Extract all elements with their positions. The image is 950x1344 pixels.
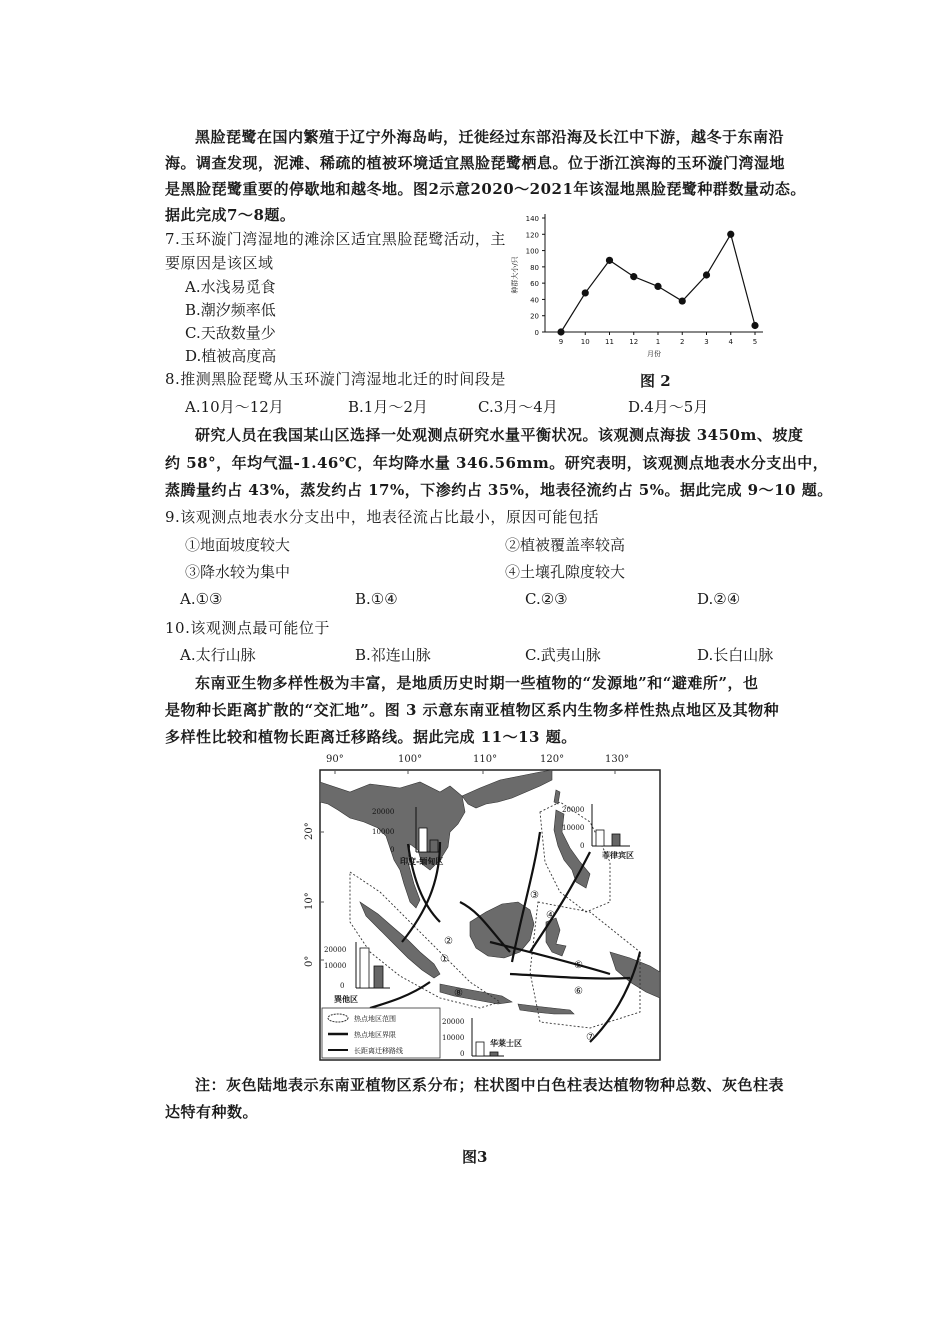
x-tick-label: 9 [558, 338, 564, 346]
q8-option-c[interactable]: C.3月～4月 [478, 398, 558, 416]
q9-option-a[interactable]: A.①③ [180, 590, 223, 608]
legend-hotspot-range: 热点地区范围 [354, 1015, 396, 1023]
intro1-line-1: 黑脸琵鹭在国内繁殖于辽宁外海岛屿，迁徙经过东部沿海及长江中下游，越冬于东南沿 [195, 128, 785, 146]
intro2-line-1: 研究人员在我国某山区选择一处观测点研究水量平衡状况。该观测点海拔 3450m、坡度 [195, 426, 804, 444]
philippines-tick-20000: 20000 [562, 806, 585, 814]
q8-option-a[interactable]: A.10月～12月 [185, 398, 284, 416]
indo-burma-tick-20000: 20000 [372, 808, 395, 816]
population-data-point [751, 322, 758, 329]
q9-item-1: ①地面坡度较大 [185, 536, 291, 554]
q7-option-d[interactable]: D.植被高度高 [185, 347, 277, 365]
q9-item-2: ②植被覆盖率较高 [505, 536, 626, 554]
intro1-line-2: 海。调查发现，泥滩、稀疏的植被环境适宜黑脸琵鹭栖息。位于浙江滨海的玉环漩门湾湿地 [165, 154, 786, 172]
wallacea-tick-20000: 20000 [442, 1018, 465, 1026]
figure-3-note-line-1: 注：灰色陆地表示东南亚植物区系分布；柱状图中白色柱表达植物物种总数、灰色柱表 [195, 1076, 785, 1094]
legend-hotspot-boundary: 热点地区界限 [354, 1031, 396, 1039]
intro2-line-3: 蒸腾量约占 43%，蒸发约占 17%，下渗约占 35%，地表径流约占 5%。据此完成 9～10 题。 [165, 481, 833, 499]
wallacea-tick-10000: 10000 [442, 1034, 465, 1042]
population-data-point [557, 328, 564, 335]
q10-option-b[interactable]: B.祁连山脉 [355, 646, 431, 664]
q10-option-d[interactable]: D.长白山脉 [697, 646, 774, 664]
southeast-asia-map [290, 752, 670, 1062]
indo-burma-tick-0: 0 [390, 846, 395, 854]
q7-stem-1: 7.玉环漩门湾湿地的滩涂区适宜黑脸琵鹭活动，主 [165, 230, 506, 248]
route-label-6: ⑥ [574, 986, 583, 997]
sunda-endemic-bar [374, 966, 383, 988]
philippines-tick-0: 0 [580, 842, 585, 850]
wallacea-endemic-bar [490, 1052, 498, 1056]
q7-option-a[interactable]: A.水浅易觅食 [185, 278, 276, 296]
sunda-tick-20000: 20000 [324, 946, 347, 954]
x-tick-label: 2 [680, 338, 685, 346]
q7-option-c[interactable]: C.天敌数量少 [185, 324, 276, 342]
x-tick-label: 12 [629, 338, 639, 346]
q9-option-c[interactable]: C.②③ [525, 590, 568, 608]
route-label-4: ④ [546, 910, 555, 921]
philippines-endemic-bar [612, 834, 620, 846]
population-data-point [703, 271, 710, 278]
y-tick-label: 20 [530, 312, 539, 321]
indo-burma-label: 印度-缅甸区 [400, 856, 444, 866]
route-label-2: ② [444, 936, 453, 947]
q7-option-b[interactable]: B.潮汐频率低 [185, 301, 276, 319]
y-tick-label: 80 [530, 263, 539, 272]
y-tick-label: 0 [534, 329, 539, 337]
x-axis-label: 月份 [647, 350, 661, 358]
intro3-line-1: 东南亚生物多样性极为丰富，是地质历史时期一些植物的“发源地”和“避难所”，也 [195, 674, 759, 692]
lon-label-100: 100° [398, 754, 423, 765]
y-axis-label: 种群大小/只 [511, 256, 519, 294]
q9-stem: 9.该观测点地表水分支出中，地表径流占比最小，原因可能包括 [165, 508, 599, 526]
lon-label-90: 90° [326, 754, 344, 765]
figure-3-caption: 图3 [462, 1148, 488, 1166]
sunda-tick-0: 0 [340, 982, 345, 990]
route-label-5: ⑤ [574, 960, 583, 971]
route-label-1: ① [440, 954, 449, 965]
intro1-line-3: 是黑脸琵鹭重要的停歇地和越冬地。图2示意2020～2021年该湿地黑脸琵鹭种群数量动态。 [165, 180, 806, 198]
population-data-point [582, 289, 589, 296]
q9-option-b[interactable]: B.①④ [355, 590, 398, 608]
lat-label-10: 10° [304, 892, 315, 910]
population-data-point [727, 231, 734, 238]
x-tick-label: 4 [728, 338, 733, 346]
q8-option-d[interactable]: D.4月～5月 [628, 398, 709, 416]
intro3-line-2: 是物种长距离扩散的“交汇地”。图 3 示意东南亚植物区系内生物多样性热点地区及其物种 [165, 701, 780, 719]
q7-stem-2: 要原因是该区域 [165, 254, 274, 272]
legend-migration-route: 长距离迁移路线 [354, 1047, 403, 1055]
indo-burma-total-bar [419, 828, 427, 852]
y-tick-label: 60 [530, 280, 539, 289]
sunda-tick-10000: 10000 [324, 962, 347, 970]
q10-stem: 10.该观测点最可能位于 [165, 619, 330, 637]
x-tick-label: 11 [605, 338, 614, 346]
figure-3-note-line-2: 达特有种数。 [165, 1103, 259, 1121]
indo-burma-tick-10000: 10000 [372, 828, 395, 836]
population-line-chart [505, 210, 775, 360]
lon-label-110: 110° [473, 754, 498, 765]
wallacea-label: 华莱士区 [490, 1038, 522, 1048]
y-tick-label: 100 [525, 247, 539, 256]
lon-label-130: 130° [605, 754, 630, 765]
population-data-point [606, 257, 613, 264]
lat-label-20: 20° [304, 822, 315, 840]
y-tick-label: 40 [530, 296, 539, 305]
philippines-total-bar [596, 830, 604, 846]
y-tick-label: 140 [525, 215, 539, 223]
route-label-7: ⑦ [586, 1032, 595, 1043]
wallacea-total-bar [476, 1042, 484, 1056]
sunda-total-bar [360, 948, 369, 988]
population-data-point [630, 273, 637, 280]
q8-stem: 8.推测黑脸琵鹭从玉环漩门湾湿地北迁的时间段是 [165, 370, 506, 388]
figure-2-caption: 图 2 [640, 372, 671, 390]
philippines-label: 菲律宾区 [602, 850, 634, 860]
population-data-point [679, 297, 686, 304]
philippines-tick-10000: 10000 [562, 824, 585, 832]
map-legend [322, 1008, 440, 1058]
route-label-8: ⑧ [454, 988, 463, 999]
population-data-point [654, 283, 661, 290]
q10-option-a[interactable]: A.太行山脉 [180, 646, 256, 664]
q9-option-d[interactable]: D.②④ [697, 590, 741, 608]
x-tick-label: 3 [704, 338, 709, 346]
wallacea-tick-0: 0 [460, 1050, 465, 1058]
q10-option-c[interactable]: C.武夷山脉 [525, 646, 601, 664]
intro3-line-3: 多样性比较和植物长距离迁移路线。据此完成 11～13 题。 [165, 728, 577, 746]
q9-item-4: ④土壤孔隙度较大 [505, 563, 626, 581]
lat-label-0: 0° [304, 955, 315, 967]
intro2-line-2: 约 58°，年均气温-1.46℃，年均降水量 346.56mm。研究表明，该观测点地表水分支出中， [165, 454, 829, 472]
lon-label-120: 120° [540, 754, 565, 765]
x-tick-label: 5 [752, 338, 758, 346]
y-tick-label: 120 [525, 231, 539, 240]
intro1-line-4: 据此完成7～8题。 [165, 206, 296, 224]
q8-option-b[interactable]: B.1月～2月 [348, 398, 428, 416]
x-tick-label: 10 [580, 338, 590, 346]
sunda-label: 巽他区 [334, 994, 358, 1004]
x-tick-label: 1 [655, 338, 661, 346]
route-label-3: ③ [530, 890, 539, 901]
q9-item-3: ③降水较为集中 [185, 563, 291, 581]
indo-burma-endemic-bar [430, 840, 438, 852]
